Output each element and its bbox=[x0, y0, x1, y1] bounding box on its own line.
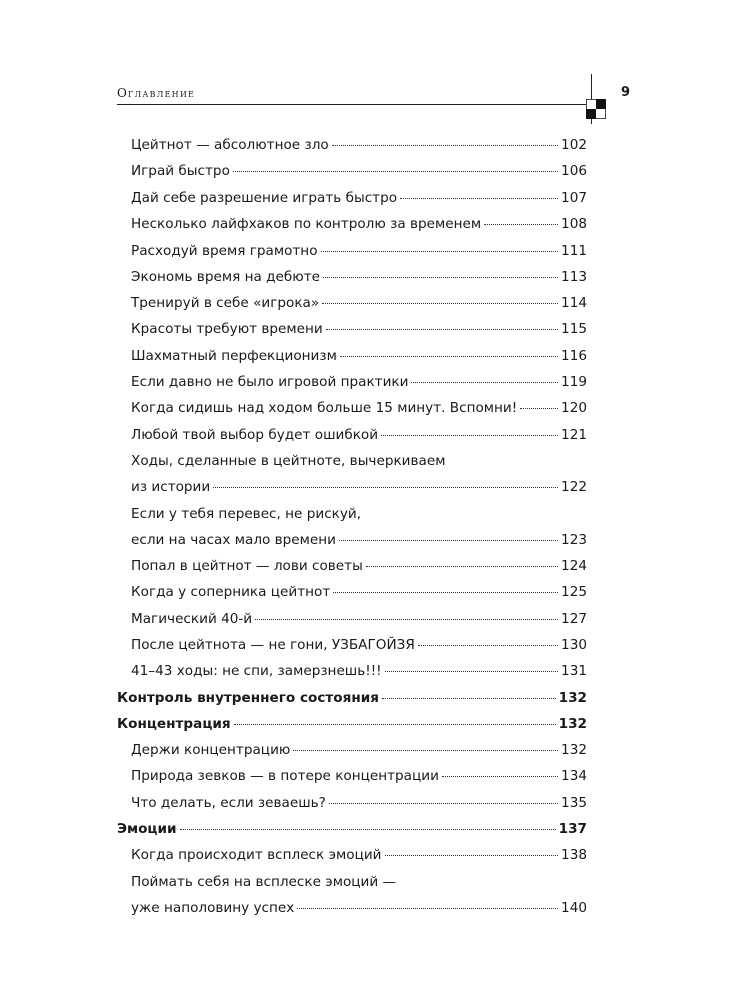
toc-entry-page: 132 bbox=[561, 742, 587, 758]
toc-entry bbox=[131, 658, 587, 684]
toc-entry-title: Эмоции bbox=[117, 821, 177, 837]
toc-entry-title: Если давно не было игровой практики bbox=[131, 374, 409, 390]
toc-entry bbox=[131, 553, 587, 579]
toc-entry bbox=[131, 238, 587, 264]
page-number: 9 bbox=[621, 85, 631, 100]
toc-entry-title: Попал в цейтнот — лови советы bbox=[131, 558, 363, 574]
toc-entry-page: 124 bbox=[561, 558, 587, 574]
toc-entry-page: 107 bbox=[561, 190, 587, 206]
dot-leader bbox=[326, 328, 558, 330]
toc-entry bbox=[131, 211, 587, 237]
toc-entry bbox=[131, 422, 587, 448]
toc-entry bbox=[131, 606, 587, 632]
toc-entry-title: 41–43 ходы: не спи, замерзнешь!!! bbox=[131, 663, 382, 679]
toc-entry-title: Экономь время на дебюте bbox=[131, 269, 320, 285]
dot-leader bbox=[233, 170, 558, 172]
toc-entry-title: если на часах мало времени bbox=[131, 532, 337, 548]
toc-entry-page: 121 bbox=[561, 427, 587, 443]
chessboard-icon bbox=[586, 99, 606, 119]
dot-leader bbox=[293, 749, 558, 751]
toc-entry-title: Концентрация bbox=[117, 716, 231, 732]
toc-entry bbox=[131, 185, 587, 211]
running-header-title: Оглавление bbox=[117, 86, 196, 100]
dot-leader bbox=[400, 197, 558, 199]
dot-leader bbox=[411, 381, 558, 383]
dot-leader bbox=[213, 486, 558, 488]
toc-entry-title: Красоты требуют времени bbox=[131, 321, 323, 337]
toc-entry-title: Поймать себя на всплеске эмоций — bbox=[131, 874, 397, 890]
toc-entry-page: 116 bbox=[561, 348, 587, 364]
dot-leader bbox=[442, 775, 558, 777]
toc-entry-title: Дай себе разрешение играть быстро bbox=[131, 190, 398, 206]
dot-leader bbox=[484, 223, 558, 225]
toc-entry bbox=[131, 869, 587, 895]
toc-entry-page: 106 bbox=[561, 163, 587, 179]
toc-entry-page: 132 bbox=[558, 716, 587, 732]
dot-leader bbox=[329, 802, 558, 804]
toc-entry-title: Что делать, если зеваешь? bbox=[131, 795, 326, 811]
toc-entry-title: Играй быстро bbox=[131, 163, 230, 179]
toc-entry bbox=[131, 132, 587, 158]
toc-entry bbox=[131, 579, 587, 605]
toc-entry bbox=[131, 316, 587, 342]
toc-entry-title: Цейтнот — абсолютное зло bbox=[131, 137, 329, 153]
toc-entry-page: 131 bbox=[561, 663, 587, 679]
toc-entry-page: 120 bbox=[561, 400, 587, 416]
toc-entry-title: Шахматный перфекционизм bbox=[131, 348, 337, 364]
toc-entry-title: из истории bbox=[131, 479, 211, 495]
toc-entry-page: 130 bbox=[561, 637, 587, 653]
toc-entry-title: Если у тебя перевес, не рискуй, bbox=[131, 506, 362, 522]
toc-entry-page: 125 bbox=[561, 584, 587, 600]
dot-leader bbox=[321, 250, 559, 252]
toc-entry-page: 127 bbox=[561, 611, 587, 627]
toc-entry-title: уже наполовину успех bbox=[131, 900, 295, 916]
dot-leader bbox=[255, 618, 558, 620]
toc-entry-page: 123 bbox=[561, 532, 587, 548]
toc-entry-page: 102 bbox=[561, 137, 587, 153]
dot-leader bbox=[333, 591, 558, 593]
toc-entry-title: Когда происходит всплеск эмоций bbox=[131, 847, 382, 863]
dot-leader bbox=[381, 434, 558, 436]
toc-entry-page: 135 bbox=[561, 795, 587, 811]
dot-leader bbox=[180, 828, 556, 830]
dot-leader bbox=[385, 670, 558, 672]
toc-entry-page: 138 bbox=[561, 847, 587, 863]
toc-entry-title: Ходы, сделанные в цейтноте, вычеркиваем bbox=[131, 453, 446, 469]
dot-leader bbox=[332, 144, 558, 146]
toc-entry bbox=[131, 632, 587, 658]
toc-entry-page: 108 bbox=[561, 216, 587, 232]
toc-entry bbox=[131, 790, 587, 816]
toc-entry-title: Расходуй время грамотно bbox=[131, 243, 318, 259]
toc-entry-page: 114 bbox=[561, 295, 587, 311]
toc-entry bbox=[131, 290, 587, 316]
toc-entry bbox=[131, 763, 587, 789]
dot-leader bbox=[382, 697, 556, 699]
toc-entry bbox=[131, 895, 587, 921]
toc-entry-title: Тренируй в себе «игрока» bbox=[131, 295, 320, 311]
toc-entry-page: 137 bbox=[558, 821, 587, 837]
toc-entry bbox=[131, 474, 587, 500]
toc-entry bbox=[131, 737, 587, 763]
dot-leader bbox=[323, 276, 558, 278]
dot-leader bbox=[234, 723, 556, 725]
toc-entry bbox=[131, 369, 587, 395]
toc-entry-page: 134 bbox=[561, 768, 587, 784]
toc-entry-title: Любой твой выбор будет ошибкой bbox=[131, 427, 379, 443]
toc-entry-title: Когда у соперника цейтнот bbox=[131, 584, 331, 600]
dot-leader bbox=[297, 907, 558, 909]
toc-entry-title: Магический 40-й bbox=[131, 611, 253, 627]
toc-entry bbox=[131, 501, 587, 527]
toc-entry-title: Природа зевков — в потере концентрации bbox=[131, 768, 439, 784]
toc-entry-page: 115 bbox=[561, 321, 587, 337]
toc-entry bbox=[131, 448, 587, 474]
header-rule bbox=[117, 104, 591, 105]
dot-leader bbox=[366, 565, 558, 567]
toc-entry-page: 132 bbox=[558, 690, 587, 706]
dot-leader bbox=[418, 644, 558, 646]
toc-section-entry bbox=[117, 685, 587, 711]
toc-entry-page: 140 bbox=[561, 900, 587, 916]
toc-entry-title: Контроль внутреннего состояния bbox=[117, 690, 379, 706]
toc-entry-page: 122 bbox=[561, 479, 587, 495]
toc-entry bbox=[131, 158, 587, 184]
toc-entry bbox=[131, 264, 587, 290]
toc-entry-page: 113 bbox=[561, 269, 587, 285]
toc-entry-page: 111 bbox=[561, 243, 587, 259]
toc-entry-page: 119 bbox=[561, 374, 587, 390]
dot-leader bbox=[322, 302, 558, 304]
toc-entry bbox=[131, 527, 587, 553]
dot-leader bbox=[385, 854, 559, 856]
toc-entry bbox=[131, 395, 587, 421]
toc-entry-title: Когда сидишь над ходом больше 15 минут. Вспомни! bbox=[131, 400, 518, 416]
toc-entry bbox=[131, 842, 587, 868]
dot-leader bbox=[520, 407, 558, 409]
toc-entry-title: Несколько лайфхаков по контролю за временем bbox=[131, 216, 482, 232]
dot-leader bbox=[339, 539, 558, 541]
toc-entry-title: После цейтнота — не гони, УЗБАГОЙЗЯ bbox=[131, 637, 415, 653]
toc-section-entry bbox=[117, 711, 587, 737]
dot-leader bbox=[340, 355, 558, 357]
toc-section-entry bbox=[117, 816, 587, 842]
toc-entry-title: Держи концентрацию bbox=[131, 742, 291, 758]
toc-entry bbox=[131, 343, 587, 369]
